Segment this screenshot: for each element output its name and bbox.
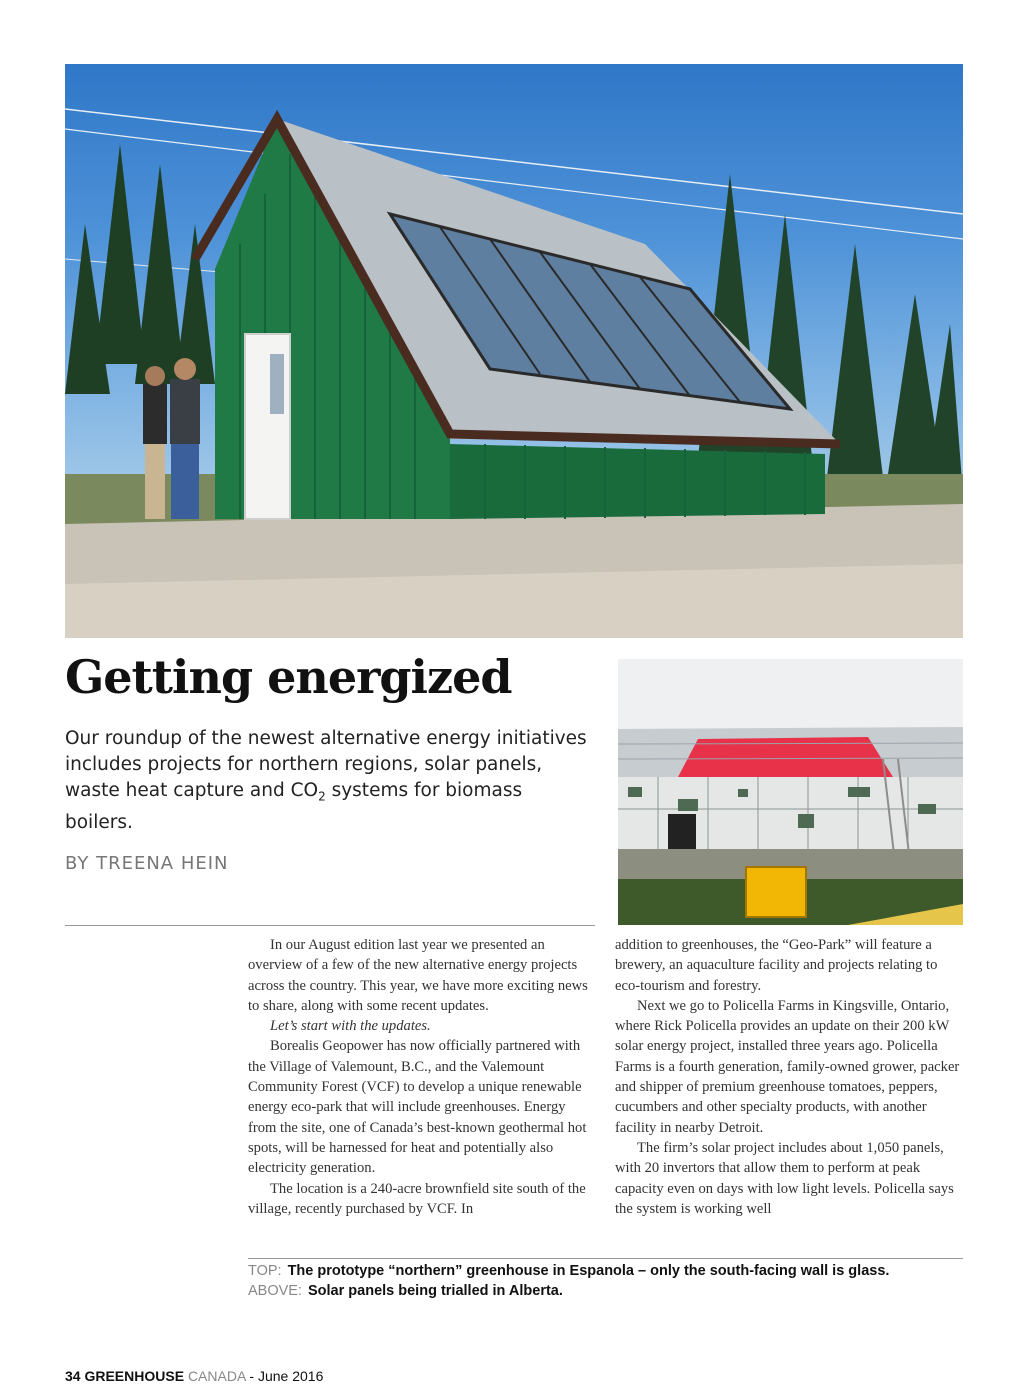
body-column-1 bbox=[248, 935, 596, 1219]
caption-label: ABOVE: bbox=[248, 1283, 302, 1299]
caption-rule bbox=[248, 1258, 963, 1259]
headline: Getting energized bbox=[65, 650, 512, 704]
body-paragraph: The location is a 240-acre brownfield site south of the village, recently purchased by VCF. In bbox=[248, 1180, 586, 1217]
divider-rule bbox=[65, 925, 595, 926]
body-paragraph: The firm’s solar project includes about 1,050 panels, with 20 invertors that allow them to perform at peak capacity even on days with low light levels. Policella says the system is working well bbox=[615, 1139, 954, 1217]
deck-text-part2: systems for biomass boilers. bbox=[65, 780, 523, 833]
body-paragraph: addition to greenhouses, the “Geo-Park” will feature a brewery, an aquaculture facility and projects relating to eco-tourism and forestry. bbox=[615, 937, 938, 994]
top-photo-greenhouse bbox=[65, 64, 963, 638]
deck bbox=[65, 726, 595, 836]
caption-text: The prototype “northern” greenhouse in Espanola – only the south-facing wall is glass. bbox=[287, 1263, 890, 1279]
caption-label: TOP: bbox=[248, 1263, 282, 1279]
caption-text: Solar panels being trialled in Alberta. bbox=[308, 1283, 563, 1299]
side-photo-solar-panels bbox=[618, 659, 963, 925]
issue-date: - June 2016 bbox=[249, 1368, 324, 1384]
page-footer bbox=[65, 1368, 323, 1384]
deck-text-part1: Our roundup of the newest alternative energy initiatives includes projects for northern regions, solar panels, waste heat capture and CO bbox=[65, 728, 587, 801]
magazine-name-part1: GREENHOUSE bbox=[84, 1368, 185, 1384]
body-paragraph: Next we go to Policella Farms in Kingsville, Ontario, where Rick Policella provides an update on their 200 kW solar energy project, installed three years ago. Policella Farms is a fourth generation, family-owned grower, packer and shipper of premium greenhouse tomatoes, peppers, cucumbers and other specialty products, with another facility in nearby Detroit. bbox=[615, 997, 960, 1136]
caption-top bbox=[248, 1261, 963, 1281]
body-paragraph: Borealis Geopower has now officially partnered with the Village of Valemount, B.C., and the Valemount Community Forest (VCF) to develop a unique renewable energy eco-park that will include greenhouses. Energy from the site, one of Canada’s best-known geothermal hot spots, will be harnessed for heat and potentially also electricity generation. bbox=[248, 1038, 587, 1177]
magazine-name-part2: CANADA bbox=[187, 1368, 246, 1384]
page-number: 34 bbox=[65, 1368, 81, 1384]
deck-subscript: 2 bbox=[318, 789, 326, 804]
body-paragraph: Let’s start with the updates. bbox=[270, 1018, 431, 1035]
body-column-2 bbox=[615, 935, 963, 1219]
caption-above bbox=[248, 1281, 963, 1301]
body-paragraph: In our August edition last year we presented an overview of a few of the new alternative energy projects across the country. This year, we have more exciting news to share, along with some recent updates. bbox=[248, 937, 588, 1014]
byline: BY TREENA HEIN bbox=[65, 853, 229, 874]
